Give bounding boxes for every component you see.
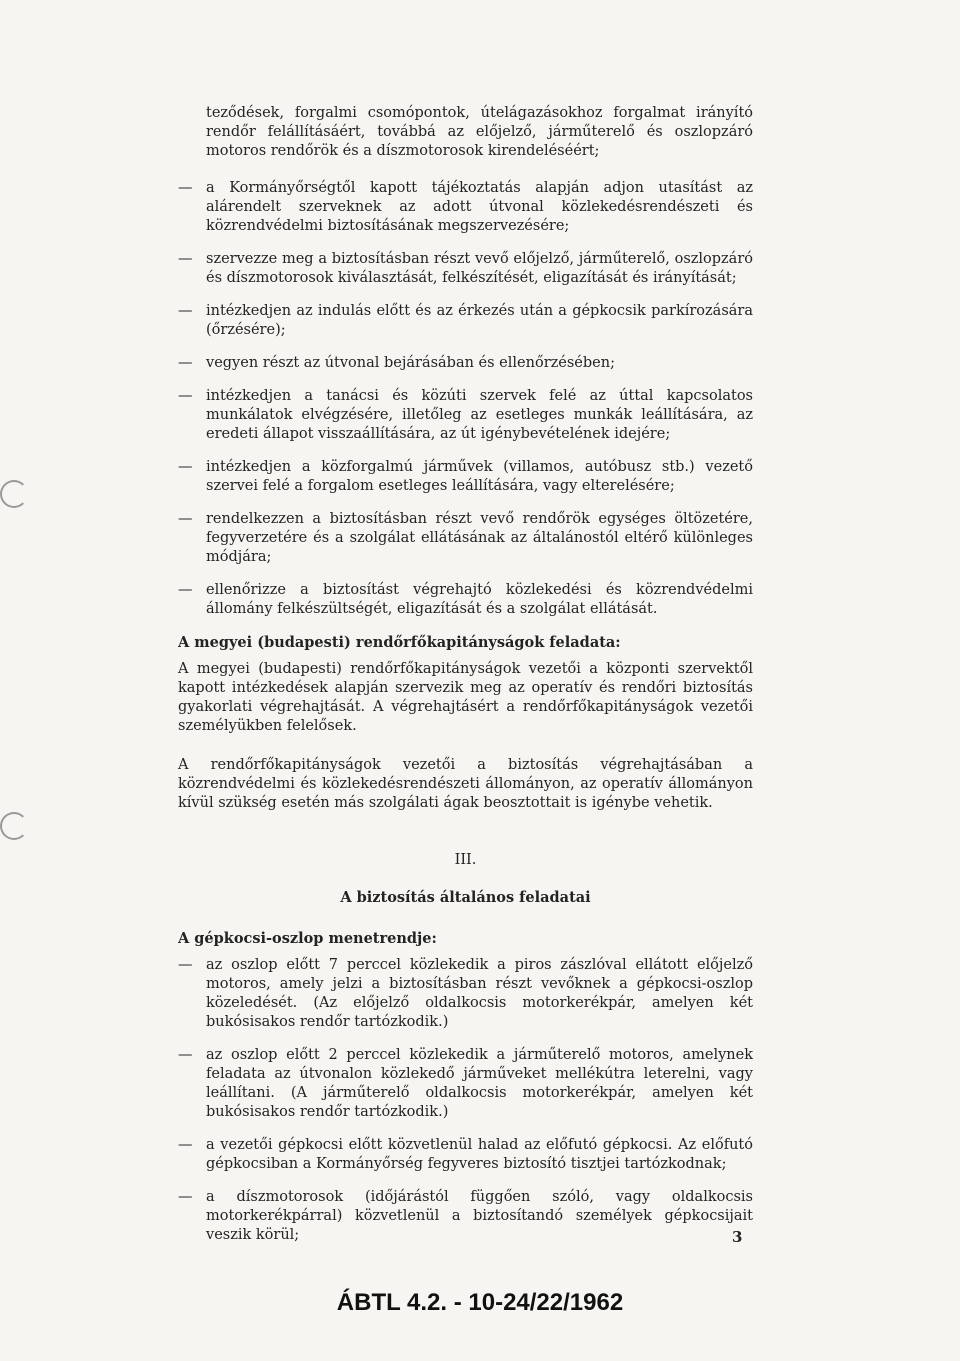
section-title: A biztosítás általános feladatai — [340, 889, 591, 906]
list-item: — intézkedjen az indulás előtt és az érkezés után a gépkocsik parkírozására (őrzésére); — [178, 303, 753, 338]
section-number: III. — [454, 852, 477, 868]
paragraph: A megyei (budapesti) rendőrfőkapitányságok vezetői a központi szervektől kapott intézkedések alapján szervezik meg az operatív és rendőri biztosítás gyakorlati végrehajtását. A végrehajtásért a rendőrfőkapitányságok vezetői személyükben felelősek. — [178, 661, 753, 734]
convoy-list — [178, 956, 753, 1245]
document-body — [178, 104, 753, 1259]
list-item: — vegyen részt az útvonal bejárásában és ellenőrzésében; — [178, 355, 615, 371]
list-item: — rendelkezzen a biztosításban részt vevő rendőrök egységes öltözetére, fegyverzetére és a szolgálat ellátásának az általánostól eltérő különleges módjára; — [178, 511, 753, 565]
list-item: — az oszlop előtt 7 perccel közlekedik a piros zászlóval ellátott előjelző motoros, amely jelzi a biztosításban részt vevőknek a gépkocsi-oszlop közeledését. (Az előjelző oldalkocsis motorkerékpár, amelyen két bukósisakos rendőr tartózkodik.) — [178, 957, 753, 1030]
list-item: — az oszlop előtt 2 perccel közlekedik a járműterelő motoros, amelynek feladata az útvonalon közlekedő járműveket mellékútra leterelni, vagy leállítani. (A járműterelő oldalkocsis motorkerékpár, amelyen két bukósisakos rendőr tartózkodik.) — [178, 1047, 753, 1120]
punch-hole-mark — [0, 480, 28, 508]
punch-hole-mark — [0, 812, 28, 840]
page-number: 3 — [732, 1228, 743, 1246]
list-item: teződések, forgalmi csomópontok, útelágazásokhoz forgalmat irányító rendőr felállításáért, továbbá az előjelző, járműterelő és oszlopzáró motoros rendőrök és a díszmotorosok kirendeléséért; — [206, 105, 753, 159]
task-list — [178, 179, 753, 619]
paragraph: A rendőrfőkapitányságok vezetői a biztosítás végrehajtásában a közrendvédelmi és közlekedésrendészeti állományon, az operatív állományon kívül szükség esetén más szolgálati ágak beosztottait is igénybe vehetik. — [178, 757, 753, 811]
list-item: — intézkedjen a közforgalmú járművek (villamos, autóbusz stb.) vezető szervei felé a forgalom esetleges leállítására, vagy elterelésére; — [178, 459, 753, 494]
archive-reference: ÁBTL 4.2. - 10-24/22/1962 — [336, 1289, 624, 1316]
list-item: — intézkedjen a tanácsi és közúti szervek felé az úttal kapcsolatos munkálatok elvégzésére, illetőleg az esetleges munkák leállítására, az eredeti állapot visszaállítására, az út igénybevételének idejére; — [178, 388, 753, 442]
subheading-menetrend: A gépkocsi-oszlop menetrendje: — [178, 930, 437, 947]
list-item: — a Kormányőrségtől kapott tájékoztatás alapján adjon utasítást az alárendelt szerveknek az adott útvonal közlekedésrendészeti és közrendvédelmi biztosításának megszervezésére; — [178, 180, 753, 234]
list-item: — ellenőrizze a biztosítást végrehajtó közlekedési és közrendvédelmi állomány felkészültségét, eligazítását és a szolgálat ellátását. — [178, 582, 753, 617]
list-item: — a vezetői gépkocsi előtt közvetlenül halad az előfutó gépkocsi. Az előfutó gépkocsiban a Kormányőrség fegyveres biztosító tisztjei tartózkodnak; — [178, 1137, 753, 1172]
list-item: — szervezze meg a biztosításban részt vevő előjelző, járműterelő, oszlopzáró és díszmotorosok kiválasztását, felkészítését, eligazítását és irányítását; — [178, 251, 753, 286]
subheading-megyei: A megyei (budapesti) rendőrfőkapitányságok feladata: — [178, 634, 621, 651]
list-item: — a díszmotorosok (időjárástól függően szóló, vagy oldalkocsis motorkerékpárral) közvetlenül a biztosítandó személyek gépkocsijait veszik körül; — [178, 1189, 753, 1243]
